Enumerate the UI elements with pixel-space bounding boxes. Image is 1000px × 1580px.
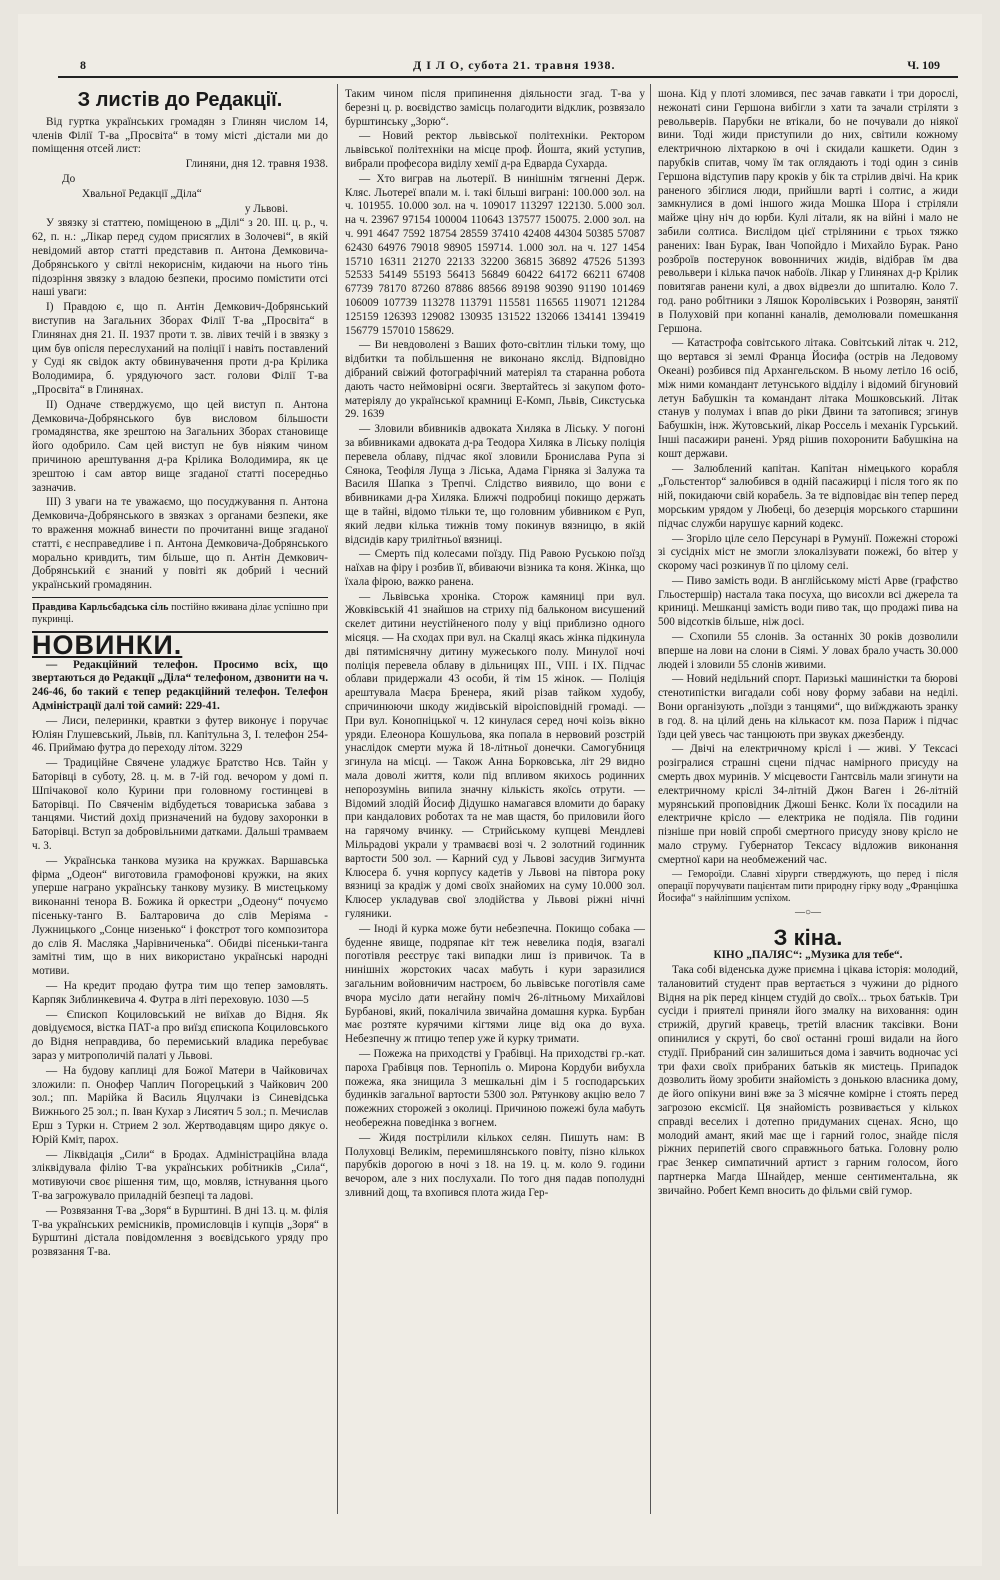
newspaper-page xyxy=(18,14,982,1566)
letter-to: Хвальної Редакції „Діла“ xyxy=(82,187,202,200)
news-item: Таким чином після припинення діяльности згад. Т-ва у березні ц. р. воєвідство замісць полагодити відклик, розвязало бурштинську „Зорю“. xyxy=(345,88,645,128)
news-item: — Пожежа на приходстві у Грабівці. На приходстві гр.-кат. пароха Грабівця пов. Тернопіль о. Мирона Кордуби вибухла пожежа, яка знищила 3 мешкальні дім і 5 господарських будинків загальної вартости 5300 зол. Рятункову акцію вело 7 пожежних сторожей з околиці. Причиною пожежі була мабуть необережна поведінка з вогнем. xyxy=(345,1047,645,1129)
column-rule xyxy=(650,84,651,1514)
masthead: Д І Л О, субота 21. травня 1938. xyxy=(413,58,616,72)
divider xyxy=(32,597,328,598)
news-item: — Жидя пострілили кількох селян. Пишуть нам: В Полуховці Великім, перемишлянського повіту, пізно кількох парубків дорогою в ночі з 18. на 19. ц. м. коло 9. години вечором, але з них послухали. По того дня падав пополудні зливний дощ, та вхопився плота жида Гер- xyxy=(345,1131,645,1199)
news-item: шона. Кід у плоті зломився, пес зачав гавкати і три дорослі, нежонаті сини Гершона вибігли з хати та зачали стріляти з револьверів. Парубки не втікали, бо не почували до ніякої вини. Тоді жиди приступили до них, світили кожному електричною ліхтаркою в очі і скидали кашкети. Один з парубків спитав, чому їм так оглядають і тоді один з синів Гершона відступив пару кроків у бік та стрілив двічі. На крик раненого збіглися люди, прийшли варті і солтис, а жиди замкнулися в домі іншого жида Мошка Шора і стріляли майже ціну ніч до юрби. Кулі літали, як на війні і мало не забили солтиса. Вислідом цієї стрілянини є трьох тяжко ранених: Іван Бурак, Іван Чопойдло і Михайло Бурак. Рано розброїв постерунок вовонничих жидів, відібрав їм два револьвери і кілька пачок набоїв. Лікар у Глинянах д-р Крілик повитягав ранени кулі, а двох відвезли до шпиталю. Коло 7. год. рано робітники з Ляшок Королівських і Розворян, занятії в Полуховій при копанні каналів, демолювали помешкання Гершона. xyxy=(658,88,958,335)
column-1 xyxy=(32,88,328,1508)
news-item: — Єпископ Коциловський не виїхав до Відня. Як довідуємося, вістка ПАТ-а про виїзд єпископа Коциловського до Відня неправдива, бо перемиський владика перебуває зараз у митрополичій палаті у Львові. xyxy=(32,1008,328,1062)
ad-karlsbad-brand: Правдива Карльсбадська сіль xyxy=(32,601,169,613)
letter-date: Глиняни, дня 12. травня 1938. xyxy=(185,158,328,171)
news-item: — Ліквідація „Сили“ в Бродах. Адміністраційна влада зліквідувала філію Т-ва українських робітників „Сила“, мотивуючи своє рішення тим, що, мовляв, істнування цього Т-ва загрожувало приладній безпеці та ладові. xyxy=(32,1148,328,1202)
paragraph: III) З уваги на те уважаємо, що посуджування п. Антона Демковича-Добрянського в звязках з органами безпеки, яке то враження можнаб винести по прочитанні вище згаданої статті, є несправедливе і п. Антона Демковича-Добрянського морально кривдить, тим більше, що п. Антін Демкович-Добрянський є знаний у повіті як добрий і чесний український громадянин. xyxy=(32,496,328,592)
news-item: — Смерть під колесами поїзду. Під Равою Руською поїзд наїхав на фіру і розбив її, вбиваючи візника та коня. Жінка, що їхала фірою, важко ранена. xyxy=(345,548,645,588)
page-number: 8 xyxy=(80,58,86,72)
news-item: — Новий ректор львівської політехніки. Ректором львівської політехніки на місце проф. Йошта, який уступив, вибрали професора виділу хемії д-ра Едварда Сухарда. xyxy=(345,130,645,170)
news-item: — Хто виграв на льотерії. В нинішнім тягненні Держ. Кляс. Льотереї впали м. і. такі більші виграні: 100.000 зол. на ч. 101955. 10.000 зол. на ч. 109017 113297 122130. 5.000 зол. на ч. 23967 97154 100004 110643 137577 150075. 2.000 зол. на ч. 991 4647 7592 18754 28559 37410 42408 44304 50385 57087 62430 64976 79018 98905 159714. 1.000 зол. на ч. 127 1454 15710 16311 21270 22133 32200 36815 36892 47526 51393 52533 54149 55193 56413 56849 60422 64172 66211 67408 67739 78170 87260 87886 88566 89198 90390 91190 101469 106009 107739 113278 113791 115581 116565 119071 121284 125159 126393 129082 130935 131522 132066 134141 139419 156779 157010 158629. xyxy=(345,172,645,337)
paragraph: I) Правдою є, що п. Антін Демкович-Добрянський виступив на Загальних Зборах Філії Т-ва „Просвіта“ в Глинянах дня 21. II. 1937 проти т. зв. лівих течій і в звязку з цим був опісля переслуханий на поліції і навіть поставлений у Суді як свідок акту обвинувачення проти д-ра Крілика Володимира, б. урядуючого заст. голови Філії Т-ва „Просвіта“ в Глинянах. xyxy=(32,301,328,396)
news-item: — Залюблений капітан. Капітан німецького корабля „Гольстентор“ залюбився в одній пасажирці і після того як по ній, покидаючи свій корабель. За те відповідає він тепер перед морським урядом у Любеці, бо дезерція морського старшини підчас служби нарушує карний кодекс. xyxy=(658,462,958,530)
news-item: — Схопили 55 слонів. За останніх 30 років дозволили вперше на лови на слони в Сіямі. У ловах брало участь 30.000 людей і зловили 55 слонів живими. xyxy=(658,631,958,671)
ad-karlsbad-text: постійно вживана ділає успішно при пукринці. xyxy=(32,601,328,625)
news-item: — Пиво замість води. В англійському місті Арве (графство Гльостершір) настала така посуха, що висохли всі джерела та криниці. Мешканці замість води пиво так, що продажі пива на 500 відсотків більше, ніж досі. xyxy=(658,574,958,629)
issue-number: Ч. 109 xyxy=(907,58,940,72)
news-item: — Іноді й курка може бути небезпечна. Покищо собака — буденне явище, подряпае кіт теж невелика подія, взагалі поготівля реєструє такі випадки лиш із привичок. Та в нинішніх жорстоких часах мабуть і кури заразилися загальним войовничим настроєм, бо львівське поготівля саме вчора мусіло дати негайну поміч 26-літньому Михайлові Бурбанові, який, покалічила звичайна домашня курка. Бурбан має розтяте курячими кігтями лице від ока до вуха. Небезпечну ж птицю тепер уже й курку тримати. xyxy=(345,922,645,1046)
news-item: — Розвязання Т-ва „Зоря“ в Бурштині. В дні 13. ц. м. філія Т-ва українських ремісників, промисловців і купців „Зоря“ в Бурштині дістала повідомлення з воєвідського уряду про розвязання Т-ва. xyxy=(32,1204,328,1259)
ad-karlsbad xyxy=(32,602,328,626)
news-item: — Згоріло ціле село Персунарі в Румунії. Пожежні сторожі зі сусідніх міст не змогли злокалізувати пожежі, бо вітер у скорому часі розкинув її по цілому селі. xyxy=(658,532,958,573)
kino-review: Така собі віденська дуже приємна і цікава історія: молодий, талановитий студент прав вертається з чужини до рідного Відня на рік перед кінцем студій до своїх... трьох батьків. Три сусіди і приятелі приняли його змалку на виховання: один стрижій, другий кравець, третій власник таксівки. Вони опинилися у скруті, бо свої останні гроші видали на його студії. Прибраний син залишиться дома і завчить водночас усі три фахи своїх прибраних батьків як мистець. Припадок дозволить йому зробити знайомість з донькою власника дому, де його опікуни вині вже за 3 місячне комірне і стоять перед загрозою ексмісії. Ця знайомість розвивається у кількох справді веселих і дотепно придуманих сценах. Ясно, що молодий амант, який має ще і гарний голос, знайде після ріжних перипетій свого справжнього батька. Головну ролю грає Зенкер симпатичний артист з гарним голосом, його партнерка Магда Шнайдер, менше сентиментальна, як звичайно. Робert Кемп вносить до фільми свій гумор. xyxy=(658,964,958,1197)
kino-title: З кіна. xyxy=(773,925,843,951)
column-2 xyxy=(345,88,645,1508)
paragraph: Від гуртка українських громадян з Глинян числом 14, членів Філії Т-ва „Просвіта“ в тому місті ,дістали ми до поміщення отсей лист: xyxy=(32,115,328,156)
news-item: — Зловили вбивників адвоката Хиляка в Ліську. У погоні за вбивниками адвоката д-ра Теодора Хиляка в Ліську поліція перевела облаву, підчас якої зловили Бронислава Рупа зі Сянока, Теофіля Луща з Ліська, Адама Гірняка зі Залужа та Василя Шапка з Трепчі. Слідство виявило, що вони є вбивниками д-ра Хиляка. Ближчі подробиці покищо держать ще в тайні, відомо тільки те, що головним убивником є Руп, який ледви кілька тижнів тому покинув вязницю, в якій відсидів кару трилітньої вязниці. xyxy=(345,423,645,546)
kino-subtitle: КІНО „ПАЛЯС“: „Музика для тебе“. xyxy=(713,949,903,962)
paragraph: II) Одначе стверджуємо, що цей виступ п. Антона Демковича-Добрянського був висловом більшости громадянства, яке зрештою на Загальних Зборах становище його одобрило. Сам цей виступ не був ніяким чином причиною арештування д-ра Крілика Володимира, як це зрештою і сам автор вище згаданої статті посередньо зазначив. xyxy=(32,398,328,494)
paragraph: У звязку зі статтею, поміщеною в „Ділі“ з 20. III. ц. р., ч. 62, п. н.: „Лікар перед судом присяглих в Золочеві“, в якій невідомий автор статті представив п. Антона Демковича-Добрянського у світлі некориснім, кидаючи на нього тінь підозріння звязку з владою безпеки, просимо помістити отсі наші уваги: xyxy=(32,217,328,299)
ornament-divider: —○— xyxy=(794,906,822,918)
letter-to: До xyxy=(62,172,76,185)
news-item: — Новий недільний спорт. Паризькі машиністки та бюрові стенотипістки вигадали собі нову форму забави на неділі. Вони організують „поїзди з танцями“, що виїжджають зранку в год. 8. на цілий день на кількасот км. поза Париж і підчас їзди цей увесь час танцюють при звуках джезбенду. xyxy=(658,673,958,741)
column-rule xyxy=(337,84,338,1514)
news-item: — Лиси, пелеринки, кравтки з футер виконує і порyчає Юліян Глушевський, Львів, пл. Капітульна 3, I. телефон 254-46. Приймаю футра до переходу літом. 3229 xyxy=(32,714,328,755)
novynky-title: НОВИНКИ. xyxy=(32,629,183,660)
column-3 xyxy=(658,88,958,1508)
news-item: — На будову каплиці для Божої Матери в Чайковичах зложили: п. Онофер Чаплич Погорецький з Чайкович 200 зол.; пп. Марійка й Василь Яцулчаки із Синевідська Вижнього 25 зол.; п. Іван Кухар з Лисятич 5 зол.; п. Мечислав Ерш з Турки н. Стрием 2 зол. Жертводавцям щиро дякує о. Юрій Кміт, парох. xyxy=(32,1064,328,1146)
ad-hemorrhoids: — Гемороїди. Славні хірурги стверджують, що перед і після операції порyчувати пацієнтам пити природну гірку воду „Францішка Йосифа“ з найліпшим успіхом. xyxy=(658,868,958,904)
news-item: — Катастрофа совітського літака. Совітський літак ч. 212, що вертався зі землі Франца Йосифа (острів на Ледовому Океані) розбився під Архангельском. В ньому летіло 16 осіб, між ними командант летунського відділу і відомий бігуновий летун Бабушкін та командант літака Мошковський. Літак станув у полумах і впав до ріки Двини та затопився; згинув Бабушкін, інж. Жутовський, лікар Россель і механік Гурський. Інші пасажири ранені. Уряд рішив похоронити Бабушкіна на кошт держави. xyxy=(658,337,958,460)
page-header xyxy=(58,54,958,78)
news-item: — Українська танкова музика на кружках. Варшавська фірма „Одеон“ виготовила грамофонові кружки, на яких уперше награно українську танкову музику. В мистецькому виконанні тенора В. Божика й оркестри „Одеону“ почуємо пісеньку-танго В. Балтаровича до слів Меріяма - Лужницького „Сонце низенько“ і фокстрот того композитора до слів Я. Масляка „Чарівниченька“. Обидві пісеньки-танга замітні тим, що в них використано українські народні мотиви. xyxy=(32,854,328,978)
news-item: — На кредит продаю футра тим що тепер замовлять. Карпяк Зиблинкевича 4. Футра в літі переховую. 1030 —5 xyxy=(32,980,328,1006)
letter-to: у Львові. xyxy=(244,202,288,215)
news-item: — Львівська хроніка. Сторож камяниці при вул. Жовківській 41 знайшов на стриху під бальконом висушений скелет дитини неустійненого полу у віці приблизно одного місяця. — На сходах при вул. на Скалці якась жінка підкинула дві пятиміснячну дитину мужеського полу. Минулої ночі поліція перевела облаву в дільницях III., VIII. і IX. Підчас облави придержали 43 особи, й тім 15 жінок. — Поліція арештувала Маєра Бренера, який різав тайком худобу, спричинюючи шкоду жидівській віроісповідній громаді. — При вул. Конопніцької ч. 12 кинулася серед ночі коізь вікно уряди. Елеонора Кошульова, яка попала в нервовий розстрій унаслідок смерти мужа й 18-літньої донечки. Самогубниця згинула на місці. — Також Анна Борковська, літ 29 видно мала доволі життя, коли під впливом якихось родинних непорозумінь випила значну кількість якоїсь отрути. — Відомий злодій Йосиф Дідушко намагався вломити до бараку при кандалових роботах та не мав щастя, бо приловили його на гарячому вчинку. — Стрийському купцеві Мендлеві Мільрадові украли у трамваєві возі ч. 2 золотний годинник вартости 500 зол. — Карний суд у Львові засудив Зигмунта Клюсера б. учня корпусу кадетів у Львові на півтора року вязниці за крадіж у домі своїх знайомих на суму 10.000 зол. Клюсер укладував свої злодійства у Львові ріжні нічні гуляники. xyxy=(345,590,645,921)
news-item: — Редакційний телефон. Просимо всіх, що звертаються до Редакції „Діла“ телефоном, дзвонити на ч. 246-46, бо такий є тепер редакційний телефон. Телефон Адміністрації далі той самий: 229-41. xyxy=(32,658,328,713)
letters-title: З листів до Редакції. xyxy=(77,89,283,111)
news-item: — Двічі на електричному кріслі і — живі. У Тексасі розігралися страшні сцени підчас намірного присуду на смерть двох муринів. У місцевости Гантсвіль мали згинути на електричному кріслі 34-літній Джон Ваген і 26-літній мурянський проповідник Джоші Бенкс. Коли їх посадили на електричне крісло — електрика не подіяла. Пів години пізніше при новій спробі смертного присуду знову крісло не мало струму. Губернатор Тексасу відложив виконання смертної кари на необмежений час. xyxy=(658,743,958,866)
news-item: — Ви невдоволені з Ваших фото-світлин тільки тому, що відбитки та побільшення не виконано якслід. Відповідно дібраний свіжий фотографічний матеріял та старанна робота дають часто неймовірні осяги. Звертайтесь зі закупом фото-матеріялу до української крамниці Е-Комп, Львів, Сикстуська 29. 1639 xyxy=(345,339,645,421)
news-item: — Традиційне Свячене уладжує Братство Нсв. Тайн у Баторівці в суботу, 28. ц. м. в 7-ій год. вечором у домі п. Шпічакової коло Курини при головному гостинцеві в Баторівці. По Свяченім відбудеться товариська забава з танцями. Чистий дохід призначений на будову захоронки в Баторівці. Вступ за добровільними датками. Дальші трамваем ч. 3. xyxy=(32,757,328,853)
